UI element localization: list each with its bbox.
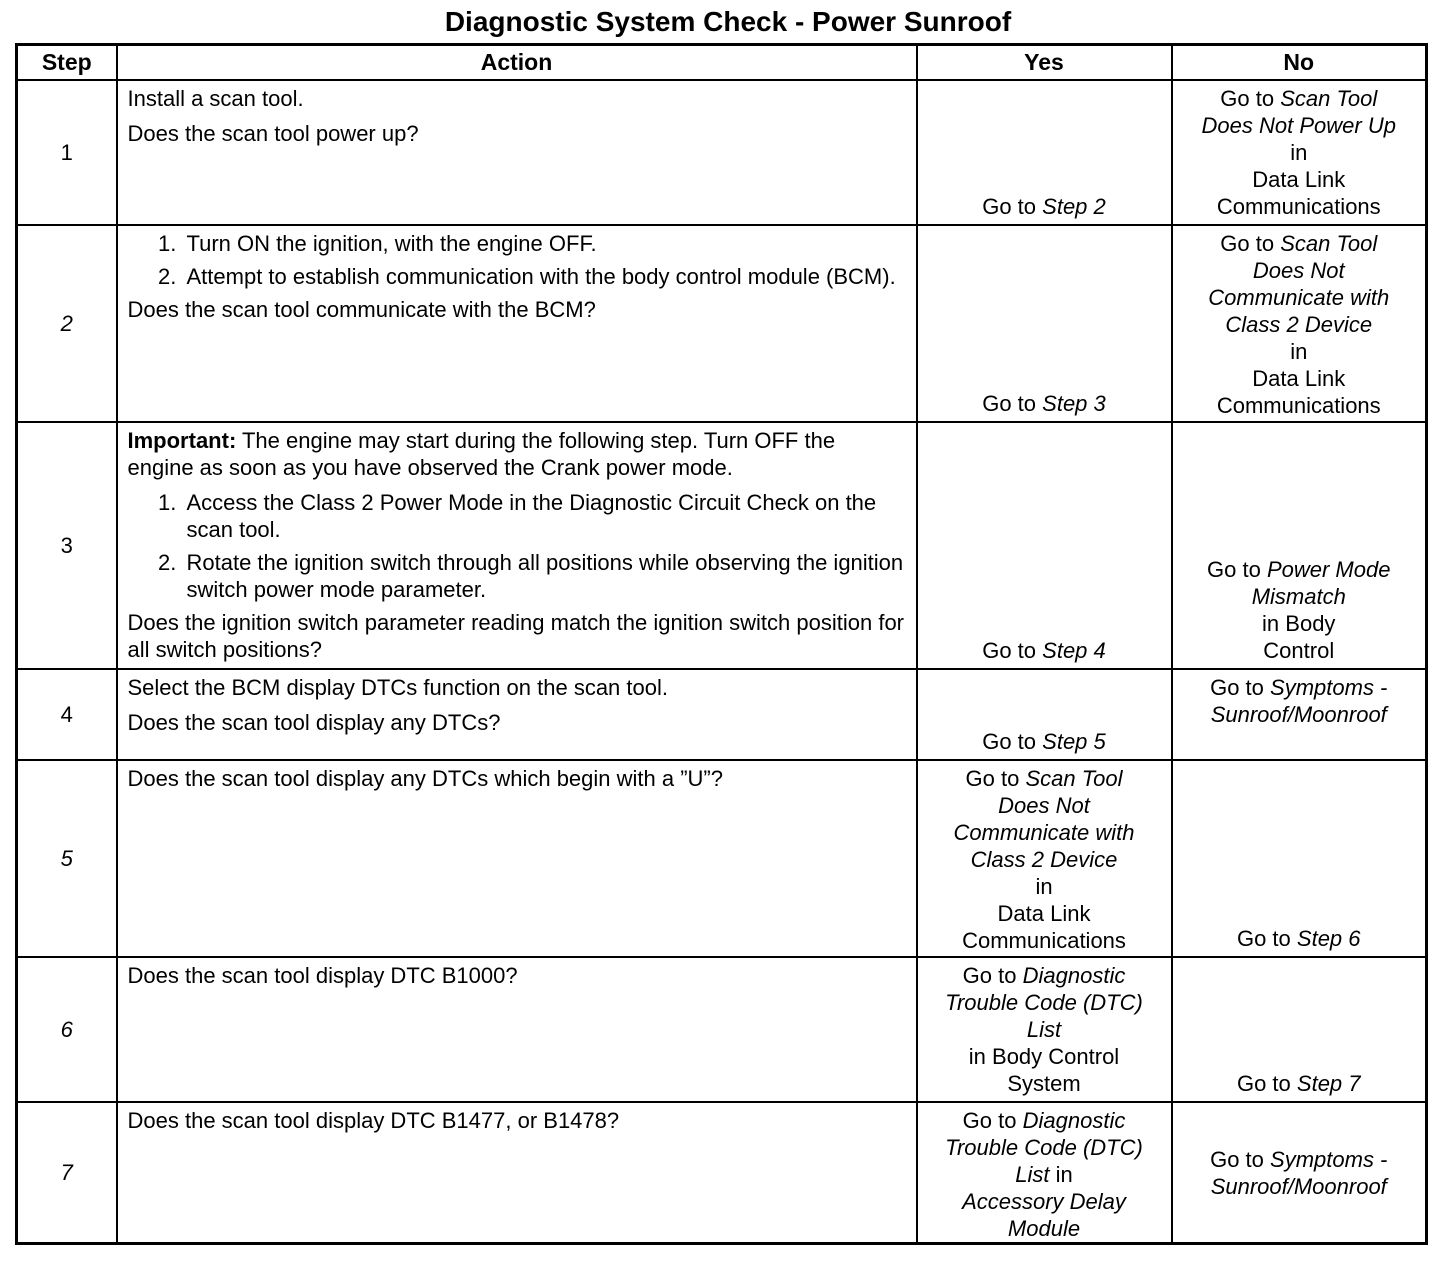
table-row — [17, 957, 1427, 1102]
action-question: Does the scan tool display any DTCs which begin with a ”U”? — [127, 766, 723, 791]
action-cell — [117, 422, 917, 669]
goto-prefix: Go to — [965, 766, 1020, 791]
reference-text: Communications — [962, 928, 1126, 953]
yes-cell — [917, 957, 1172, 1102]
goto-prefix: Go to — [1236, 1071, 1291, 1096]
header-step: Step — [17, 45, 117, 81]
goto-prefix: Go to — [1220, 86, 1275, 111]
no-cell — [1172, 760, 1427, 957]
reference-text: Accessory Delay — [962, 1189, 1126, 1214]
action-question: Does the scan tool display any DTCs? — [127, 710, 501, 735]
yes-cell — [917, 225, 1172, 422]
goto-prefix: Go to — [962, 1108, 1017, 1133]
yes-cell — [917, 1102, 1172, 1244]
goto-link[interactable]: Scan Tool — [1025, 766, 1123, 791]
important-text: The engine may start during the following step. Turn OFF the engine as soon as you have observed the Crank power mode. — [127, 428, 836, 480]
goto-prefix: Go to — [982, 194, 1037, 219]
header-no: No — [1172, 45, 1427, 81]
yes-cell — [917, 80, 1172, 225]
goto-link[interactable]: Step 6 — [1296, 926, 1361, 951]
in-text: in — [1290, 140, 1308, 165]
goto-link[interactable]: Trouble Code (DTC) — [945, 1135, 1143, 1160]
action-cell — [117, 760, 917, 957]
goto-link[interactable]: List — [1026, 1017, 1062, 1042]
header-yes: Yes — [917, 45, 1172, 81]
diagnostic-table — [15, 43, 1428, 1245]
action-cell — [117, 1102, 917, 1244]
reference-text: in Body Control — [968, 1044, 1120, 1069]
goto-link[interactable]: Scan Tool — [1280, 231, 1378, 256]
action-step: 2. Attempt to establish communication with the body control module (BCM). — [183, 263, 906, 290]
action-cell — [117, 669, 917, 760]
action-question: Does the scan tool display DTC B1477, or B1478? — [127, 1108, 620, 1133]
goto-link[interactable]: Power Mode — [1266, 557, 1391, 582]
reference-text: Control — [1263, 638, 1335, 663]
goto-link[interactable]: Symptoms - — [1270, 675, 1388, 700]
no-cell — [1172, 957, 1427, 1102]
goto-link[interactable]: Sunroof/Moonroof — [1210, 1173, 1387, 1199]
goto-link[interactable]: Does Not Power Up — [1201, 113, 1396, 138]
page-title: Diagnostic System Check - Power Sunroof — [444, 6, 1012, 37]
action-question: Does the scan tool display DTC B1000? — [127, 963, 518, 988]
goto-link[interactable]: Step 5 — [1042, 729, 1106, 754]
step-number: 1 — [17, 80, 117, 225]
goto-link[interactable]: Does Not — [1252, 258, 1345, 283]
goto-link[interactable]: Does Not — [998, 793, 1090, 818]
goto-link[interactable]: Trouble Code (DTC) — [945, 990, 1143, 1015]
action-cell — [117, 957, 917, 1102]
goto-link[interactable]: Communicate with — [953, 820, 1135, 845]
goto-link[interactable]: Diagnostic — [1022, 1108, 1126, 1133]
header-action: Action — [117, 45, 917, 81]
goto-link[interactable]: Symptoms - — [1270, 1146, 1388, 1172]
action-cell — [117, 80, 917, 225]
goto-link[interactable]: Mismatch — [1251, 584, 1346, 609]
reference-text: Data Link — [1252, 366, 1346, 391]
goto-link[interactable]: Communicate with — [1208, 285, 1390, 310]
table-row — [17, 760, 1427, 957]
no-cell — [1172, 1102, 1427, 1244]
action-steps — [128, 489, 906, 603]
goto-link[interactable]: Sunroof/Moonroof — [1210, 702, 1387, 727]
yes-cell — [917, 669, 1172, 760]
goto-link[interactable]: Scan Tool — [1280, 86, 1378, 111]
goto-prefix: Go to — [962, 963, 1017, 988]
step-number: 2 — [17, 225, 117, 422]
action-cell — [117, 225, 917, 422]
table-row — [17, 225, 1427, 422]
action-step: 1. Access the Class 2 Power Mode in the Diagnostic Circuit Check on the scan tool. — [183, 489, 906, 543]
yes-cell — [917, 422, 1172, 669]
no-cell — [1172, 422, 1427, 669]
goto-link[interactable]: Class 2 Device — [970, 847, 1118, 872]
reference-text: Data Link — [997, 901, 1091, 926]
step-number: 5 — [17, 760, 117, 957]
table-row — [17, 1102, 1427, 1244]
action-question: Does the ignition switch parameter reading match the ignition switch position for all switch positions? — [127, 610, 905, 662]
important-note — [128, 427, 906, 481]
goto-prefix: Go to — [982, 729, 1037, 754]
goto-link[interactable]: Step 2 — [1042, 194, 1106, 219]
goto-prefix: Go to — [1210, 675, 1264, 700]
action-step: 1. Turn ON the ignition, with the engine OFF. — [183, 230, 906, 257]
goto-prefix: Go to — [1210, 1146, 1264, 1172]
step-number: 3 — [17, 422, 117, 669]
yes-cell — [917, 760, 1172, 957]
goto-prefix: Go to — [1207, 557, 1261, 582]
reference-text: Module — [1007, 1216, 1081, 1241]
goto-link[interactable]: Step 3 — [1042, 391, 1106, 416]
goto-link[interactable]: Class 2 Device — [1225, 312, 1373, 337]
action-steps — [128, 230, 906, 290]
table-row — [17, 669, 1427, 760]
reference-text: Communications — [1216, 393, 1381, 418]
in-text: in — [1035, 874, 1053, 899]
reference-text: System — [1007, 1071, 1081, 1096]
goto-link[interactable]: List — [1015, 1162, 1050, 1187]
action-question: Does the scan tool communicate with the BCM? — [127, 297, 596, 322]
important-label: Important: — [127, 428, 237, 453]
reference-text: in Body — [1262, 611, 1336, 636]
no-cell — [1172, 80, 1427, 225]
goto-prefix: Go to — [982, 638, 1037, 663]
goto-link[interactable]: Diagnostic — [1022, 963, 1126, 988]
reference-text: Data Link — [1252, 167, 1346, 192]
table-row — [17, 422, 1427, 669]
goto-prefix: Go to — [1236, 926, 1291, 951]
action-step: 2. Rotate the ignition switch through all positions while observing the ignition switch power mode parameter. — [183, 549, 906, 603]
header-row — [17, 45, 1427, 81]
no-cell — [1172, 225, 1427, 422]
reference-text: Communications — [1216, 194, 1381, 219]
step-number: 7 — [17, 1102, 117, 1244]
action-question: Does the scan tool power up? — [127, 121, 419, 146]
action-text: Install a scan tool. — [127, 86, 304, 111]
goto-link[interactable]: Step 4 — [1042, 638, 1106, 663]
goto-prefix: Go to — [982, 391, 1037, 416]
table-row — [17, 80, 1427, 225]
goto-link[interactable]: Step 7 — [1296, 1071, 1361, 1096]
in-text: in — [1055, 1162, 1073, 1187]
step-number: 6 — [17, 957, 117, 1102]
in-text: in — [1290, 339, 1308, 364]
no-cell — [1172, 669, 1427, 760]
goto-prefix: Go to — [1220, 231, 1275, 256]
step-number: 4 — [17, 669, 117, 760]
action-text: Select the BCM display DTCs function on the scan tool. — [127, 675, 668, 700]
